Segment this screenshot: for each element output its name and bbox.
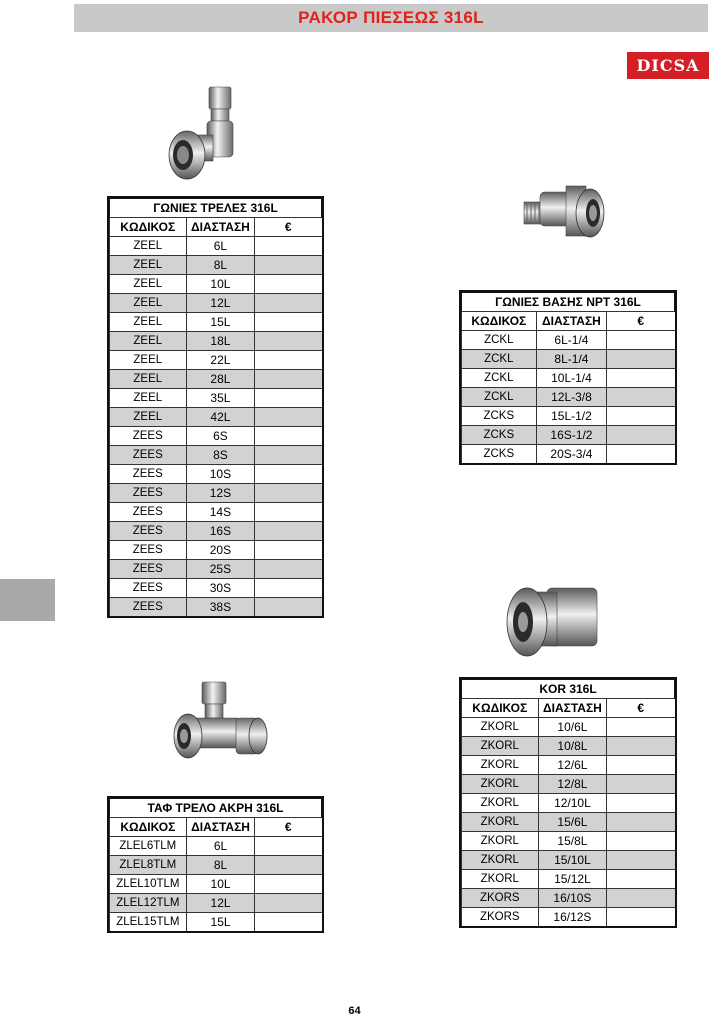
product-code-cell: ZEES [109, 446, 187, 465]
dimension-cell: 16S [187, 522, 255, 541]
product-code-cell: ZEEL [109, 332, 187, 351]
table-row [461, 851, 675, 870]
product-code-cell: ZEES [109, 598, 187, 617]
page-title: ΡΑΚΟΡ ΠΙΕΣΕΩΣ 316L [298, 8, 484, 27]
product-code-cell: ZEEL [109, 256, 187, 275]
product-code-cell: ZLEL15TLM [109, 913, 187, 932]
base-elbows-table [460, 291, 676, 464]
table-row [109, 313, 322, 332]
table-caption: ΤΑΦ ΤΡΕΛΟ ΑΚΡΗ 316L [109, 798, 322, 818]
product-code-cell: ZEES [109, 560, 187, 579]
price-cell [606, 737, 675, 756]
dimension-cell: 15L [187, 313, 255, 332]
dimension-cell: 28L [187, 370, 255, 389]
price-cell [254, 332, 322, 351]
dimension-cell: 8L [187, 856, 255, 875]
price-cell [254, 875, 322, 894]
price-cell [254, 837, 322, 856]
price-cell [254, 894, 322, 913]
dimension-cell: 12L-3/8 [537, 388, 607, 407]
product-code-cell: ZEEL [109, 313, 187, 332]
table-row [461, 775, 675, 794]
dimension-cell: 16/12S [539, 908, 607, 927]
price-cell [254, 256, 322, 275]
column-header-code: ΚΩΔΙΚΟΣ [109, 218, 187, 237]
price-cell [606, 908, 675, 927]
dimension-cell: 42L [187, 408, 255, 427]
product-code-cell: ZCKS [461, 445, 537, 464]
price-cell [606, 369, 675, 388]
price-cell [606, 426, 675, 445]
table-caption: KOR 316L [461, 679, 675, 699]
elbows-table [108, 197, 323, 617]
product-code-cell: ZKORL [461, 813, 539, 832]
table-row [109, 875, 322, 894]
product-code-cell: ZKORL [461, 718, 539, 737]
dimension-cell: 20S-3/4 [537, 445, 607, 464]
column-header-price: € [254, 818, 322, 837]
table-row [109, 856, 322, 875]
product-code-cell: ZKORL [461, 851, 539, 870]
product-code-cell: ZCKS [461, 407, 537, 426]
tee-fitting-image [170, 680, 270, 766]
table-row [109, 446, 322, 465]
dimension-cell: 12S [187, 484, 255, 503]
product-code-cell: ZEEL [109, 408, 187, 427]
table-row [109, 579, 322, 598]
product-code-cell: ZKORL [461, 870, 539, 889]
price-cell [606, 718, 675, 737]
column-header-price: € [254, 218, 322, 237]
table-row [109, 427, 322, 446]
product-code-cell: ZKORL [461, 737, 539, 756]
price-cell [606, 813, 675, 832]
dimension-cell: 20S [187, 541, 255, 560]
price-cell [254, 541, 322, 560]
product-code-cell: ZEEL [109, 294, 187, 313]
price-cell [606, 870, 675, 889]
product-code-cell: ZEES [109, 465, 187, 484]
product-code-cell: ZEES [109, 427, 187, 446]
reducers-table [460, 678, 676, 927]
column-header-code: ΚΩΔΙΚΟΣ [461, 699, 539, 718]
price-cell [254, 522, 322, 541]
table-row [109, 294, 322, 313]
dimension-cell: 15/8L [539, 832, 607, 851]
product-code-cell: ZKORS [461, 889, 539, 908]
product-code-cell: ZKORL [461, 756, 539, 775]
page-title-bar [74, 4, 708, 32]
dimension-cell: 16/10S [539, 889, 607, 908]
price-cell [606, 407, 675, 426]
table-row [461, 407, 675, 426]
product-code-cell: ZCKL [461, 388, 537, 407]
dimension-cell: 25S [187, 560, 255, 579]
dimension-cell: 12L [187, 894, 255, 913]
dimension-cell: 14S [187, 503, 255, 522]
reducer-fitting-image [503, 578, 603, 664]
column-header-price: € [606, 699, 675, 718]
price-cell [606, 445, 675, 464]
price-cell [254, 503, 322, 522]
table-row [109, 484, 322, 503]
price-cell [606, 794, 675, 813]
product-code-cell: ZKORL [461, 775, 539, 794]
table-row [461, 388, 675, 407]
base-elbow-fitting-image [518, 178, 608, 248]
dimension-cell: 30S [187, 579, 255, 598]
table-row [461, 756, 675, 775]
table-row [461, 889, 675, 908]
side-tab-marker [0, 579, 55, 621]
column-header-code: ΚΩΔΙΚΟΣ [109, 818, 187, 837]
dimension-cell: 12L [187, 294, 255, 313]
price-cell [254, 351, 322, 370]
dimension-cell: 15/10L [539, 851, 607, 870]
table-caption: ΓΩΝΙΕΣ ΤΡΕΛΕΣ 316L [109, 198, 322, 218]
product-code-cell: ZEES [109, 579, 187, 598]
table-row [109, 351, 322, 370]
dimension-cell: 8L-1/4 [537, 350, 607, 369]
dimension-cell: 6S [187, 427, 255, 446]
price-cell [606, 851, 675, 870]
product-code-cell: ZLEL6TLM [109, 837, 187, 856]
table-row [461, 737, 675, 756]
table-row [461, 908, 675, 927]
table-row [109, 503, 322, 522]
column-header-dimension: ΔΙΑΣΤΑΣΗ [187, 218, 255, 237]
page-number: 64 [348, 1005, 361, 1017]
table-row [461, 350, 675, 369]
dimension-cell: 10L [187, 275, 255, 294]
price-cell [254, 237, 322, 256]
product-code-cell: ZKORL [461, 832, 539, 851]
price-cell [606, 756, 675, 775]
table-row [109, 237, 322, 256]
table-row [109, 913, 322, 932]
price-cell [254, 370, 322, 389]
dimension-cell: 10/8L [539, 737, 607, 756]
price-cell [254, 598, 322, 617]
price-cell [606, 889, 675, 908]
table-row [461, 870, 675, 889]
column-header-dimension: ΔΙΑΣΤΑΣΗ [539, 699, 607, 718]
dimension-cell: 38S [187, 598, 255, 617]
product-code-cell: ZKORS [461, 908, 539, 927]
dimension-cell: 22L [187, 351, 255, 370]
table-row [109, 522, 322, 541]
dimension-cell: 8S [187, 446, 255, 465]
dimension-cell: 15L-1/2 [537, 407, 607, 426]
column-header-price: € [606, 312, 675, 331]
product-code-cell: ZEEL [109, 370, 187, 389]
table-row [109, 560, 322, 579]
product-code-cell: ZCKL [461, 331, 537, 350]
price-cell [254, 484, 322, 503]
dimension-cell: 6L [187, 237, 255, 256]
table-caption: ΓΩΝΙΕΣ ΒΑΣΗΣ NPT 316L [461, 292, 675, 312]
table-row [461, 426, 675, 445]
product-code-cell: ZLEL8TLM [109, 856, 187, 875]
dimension-cell: 6L-1/4 [537, 331, 607, 350]
table-row [461, 331, 675, 350]
column-header-dimension: ΔΙΑΣΤΑΣΗ [187, 818, 255, 837]
dimension-cell: 12/8L [539, 775, 607, 794]
dimension-cell: 10L [187, 875, 255, 894]
price-cell [254, 427, 322, 446]
product-code-cell: ZEEL [109, 351, 187, 370]
dimension-cell: 10S [187, 465, 255, 484]
price-cell [254, 313, 322, 332]
price-cell [254, 465, 322, 484]
table-row [461, 813, 675, 832]
price-cell [606, 350, 675, 369]
product-code-cell: ZEEL [109, 237, 187, 256]
table-row [109, 465, 322, 484]
price-cell [254, 446, 322, 465]
table-row [109, 370, 322, 389]
column-header-code: ΚΩΔΙΚΟΣ [461, 312, 537, 331]
product-code-cell: ZEES [109, 503, 187, 522]
price-cell [254, 579, 322, 598]
table-row [461, 369, 675, 388]
product-code-cell: ZCKL [461, 369, 537, 388]
product-code-cell: ZEES [109, 484, 187, 503]
dimension-cell: 15/12L [539, 870, 607, 889]
product-code-cell: ZLEL12TLM [109, 894, 187, 913]
table-row [109, 598, 322, 617]
table-row [461, 718, 675, 737]
table-row [461, 832, 675, 851]
dimension-cell: 6L [187, 837, 255, 856]
price-cell [606, 832, 675, 851]
dimension-cell: 8L [187, 256, 255, 275]
price-cell [254, 294, 322, 313]
table-row [109, 894, 322, 913]
brand-logo [627, 52, 709, 79]
table-row [109, 408, 322, 427]
dimension-cell: 15L [187, 913, 255, 932]
price-cell [254, 856, 322, 875]
price-cell [254, 560, 322, 579]
dimension-cell: 12/6L [539, 756, 607, 775]
price-cell [254, 913, 322, 932]
dimension-cell: 12/10L [539, 794, 607, 813]
product-code-cell: ZEES [109, 541, 187, 560]
table-row [109, 541, 322, 560]
price-cell [606, 388, 675, 407]
dimension-cell: 35L [187, 389, 255, 408]
tees-table [108, 797, 323, 932]
product-code-cell: ZCKL [461, 350, 537, 369]
product-code-cell: ZKORL [461, 794, 539, 813]
table-row [109, 275, 322, 294]
table-row [109, 837, 322, 856]
price-cell [254, 275, 322, 294]
column-header-dimension: ΔΙΑΣΤΑΣΗ [537, 312, 607, 331]
table-row [461, 445, 675, 464]
price-cell [606, 775, 675, 794]
logo-text: DICSA [636, 56, 700, 75]
table-row [109, 332, 322, 351]
price-cell [254, 389, 322, 408]
product-code-cell: ZCKS [461, 426, 537, 445]
product-code-cell: ZEES [109, 522, 187, 541]
dimension-cell: 15/6L [539, 813, 607, 832]
dimension-cell: 16S-1/2 [537, 426, 607, 445]
price-cell [254, 408, 322, 427]
product-code-cell: ZEEL [109, 389, 187, 408]
elbow-fitting-image [165, 83, 245, 188]
product-code-cell: ZLEL10TLM [109, 875, 187, 894]
table-row [109, 256, 322, 275]
price-cell [606, 331, 675, 350]
table-row [109, 389, 322, 408]
table-row [461, 794, 675, 813]
dimension-cell: 18L [187, 332, 255, 351]
product-code-cell: ZEEL [109, 275, 187, 294]
dimension-cell: 10L-1/4 [537, 369, 607, 388]
dimension-cell: 10/6L [539, 718, 607, 737]
